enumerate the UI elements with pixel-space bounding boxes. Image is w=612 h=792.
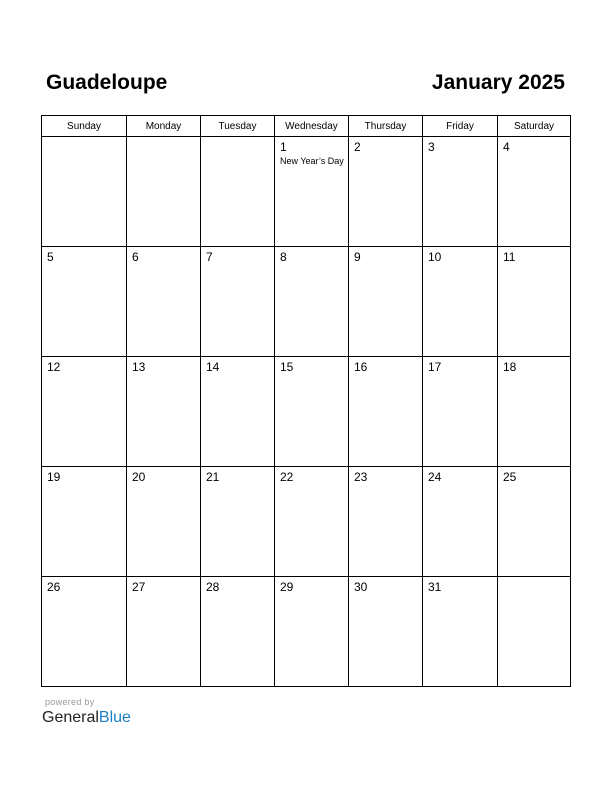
day-number xyxy=(498,577,570,580)
day-number: 24 xyxy=(428,470,442,484)
day-cell xyxy=(349,247,423,357)
country-title: Guadeloupe xyxy=(46,71,168,94)
day-cell xyxy=(201,357,275,467)
day-cell xyxy=(127,137,201,247)
logo-general-text: General xyxy=(42,709,99,726)
day-cell xyxy=(127,247,201,357)
day-number: 30 xyxy=(354,580,368,594)
day-cell xyxy=(423,247,498,357)
day-number: 13 xyxy=(132,360,146,374)
day-cell xyxy=(498,137,571,247)
day-number: 7 xyxy=(206,250,213,264)
day-cell xyxy=(275,247,349,357)
weekday-header: Saturday xyxy=(498,116,571,137)
day-cell xyxy=(275,357,349,467)
day-number xyxy=(42,137,126,140)
weekday-header: Wednesday xyxy=(275,116,349,137)
day-number xyxy=(127,137,200,140)
weekday-header: Tuesday xyxy=(201,116,275,137)
week-row xyxy=(42,137,571,247)
day-number: 8 xyxy=(280,250,287,264)
day-number: 17 xyxy=(428,360,442,374)
day-number: 25 xyxy=(503,470,517,484)
day-cell xyxy=(42,137,127,247)
day-cell xyxy=(42,467,127,577)
day-cell xyxy=(423,137,498,247)
weekday-header: Thursday xyxy=(349,116,423,137)
day-number: 31 xyxy=(428,580,442,594)
day-cell xyxy=(201,137,275,247)
day-cell xyxy=(349,467,423,577)
week-row xyxy=(42,357,571,467)
day-cell xyxy=(423,467,498,577)
day-cell xyxy=(42,577,127,687)
logo-blue-text: Blue xyxy=(98,709,131,726)
day-cell xyxy=(498,247,571,357)
day-number: 18 xyxy=(503,360,517,374)
day-cell xyxy=(42,247,127,357)
day-cell xyxy=(127,577,201,687)
day-cell xyxy=(275,577,349,687)
day-number: 12 xyxy=(47,360,61,374)
day-number: 9 xyxy=(354,250,361,264)
day-number: 20 xyxy=(132,470,146,484)
day-number: 11 xyxy=(503,250,516,264)
day-number: 10 xyxy=(428,250,442,264)
day-cell xyxy=(349,357,423,467)
powered-by-text: powered by xyxy=(45,697,95,707)
day-number: 23 xyxy=(354,470,368,484)
day-cell xyxy=(349,137,423,247)
day-number: 4 xyxy=(503,140,510,154)
day-cell xyxy=(423,357,498,467)
weekday-header-row xyxy=(42,116,571,137)
holiday-label: New Year’s Day xyxy=(280,156,344,166)
week-row xyxy=(42,467,571,577)
day-number: 28 xyxy=(206,580,220,594)
day-cell xyxy=(127,357,201,467)
day-number: 21 xyxy=(206,470,220,484)
day-number: 27 xyxy=(132,580,146,594)
day-number: 1 xyxy=(280,140,287,154)
day-number: 2 xyxy=(354,140,361,154)
day-number: 5 xyxy=(47,250,54,264)
day-number xyxy=(201,137,274,140)
day-cell xyxy=(201,577,275,687)
day-cell xyxy=(201,247,275,357)
day-cell xyxy=(42,357,127,467)
week-row xyxy=(42,247,571,357)
day-cell xyxy=(498,577,571,687)
day-number: 16 xyxy=(354,360,368,374)
day-number: 19 xyxy=(47,470,61,484)
day-cell xyxy=(498,357,571,467)
day-cell xyxy=(275,137,349,247)
day-number: 14 xyxy=(206,360,220,374)
month-title: January 2025 xyxy=(431,71,565,94)
calendar-grid xyxy=(41,115,571,687)
generalblue-logo[interactable] xyxy=(42,709,131,727)
weekday-header: Sunday xyxy=(42,116,127,137)
day-cell xyxy=(423,577,498,687)
day-cell xyxy=(127,467,201,577)
day-number: 15 xyxy=(280,360,294,374)
day-cell xyxy=(275,467,349,577)
weekday-header: Monday xyxy=(127,116,201,137)
weekday-header: Friday xyxy=(423,116,498,137)
day-cell xyxy=(498,467,571,577)
week-row xyxy=(42,577,571,687)
day-cell xyxy=(349,577,423,687)
day-number: 22 xyxy=(280,470,294,484)
day-number: 26 xyxy=(47,580,61,594)
day-number: 29 xyxy=(280,580,294,594)
day-number: 6 xyxy=(132,250,139,264)
day-cell xyxy=(201,467,275,577)
day-number: 3 xyxy=(428,140,435,154)
